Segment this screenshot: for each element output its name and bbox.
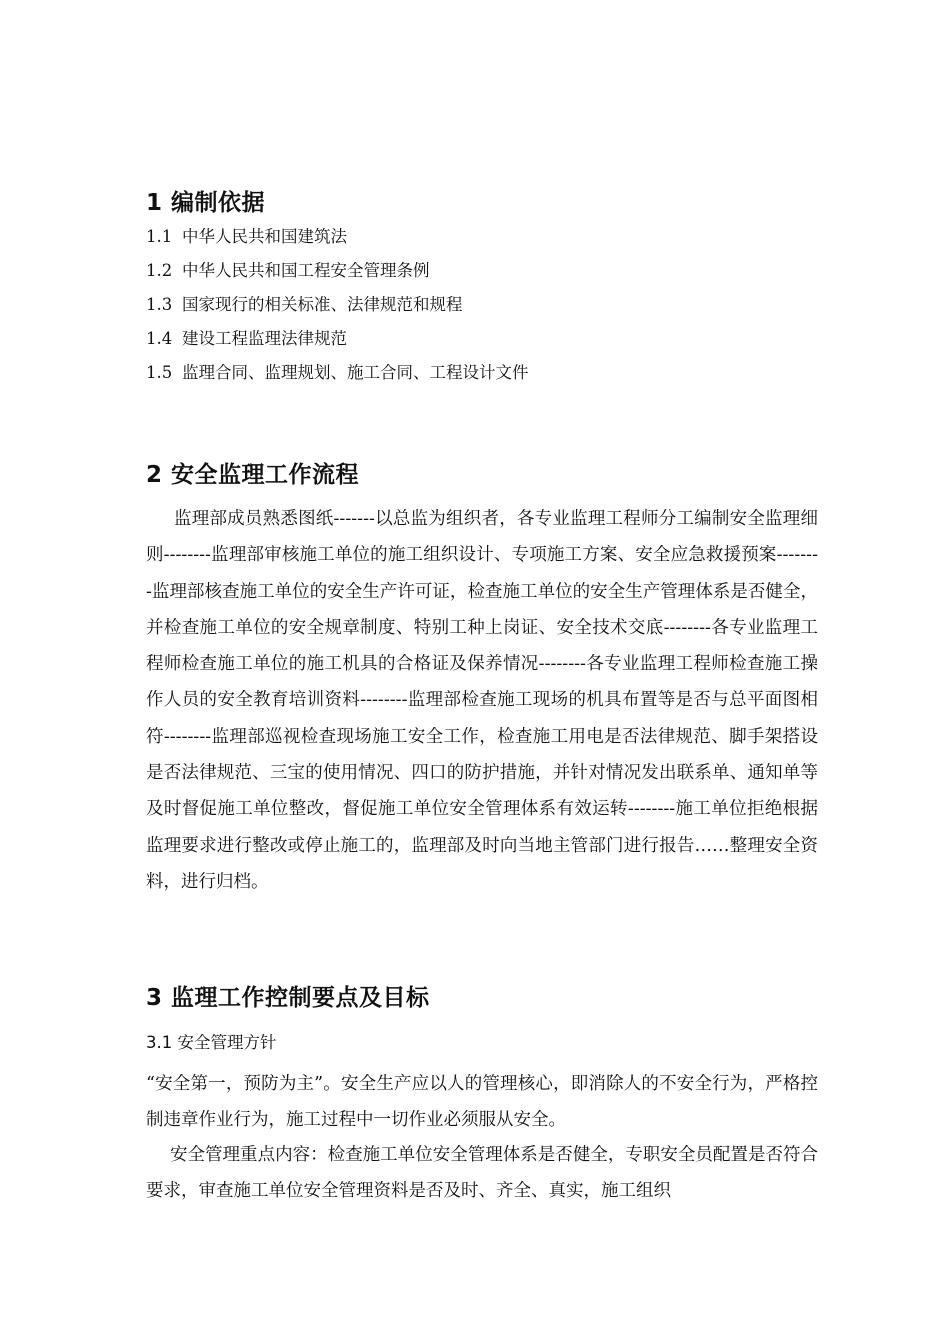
list-item <box>146 292 529 326</box>
item-text: 中华人民共和国建筑法 <box>182 227 347 246</box>
list-item <box>146 224 529 258</box>
workflow-paragraph: 监理部成员熟悉图纸-------以总监为组织者，各专业监理工程师分工编制安全监理细则--------监理部审核施工单位的施工组织设计、专项施工方案、安全应急救援预案--------监理部核查施工单位的安全生产许可证，检查施工单位的安全生产管理体系是否健全，并检查施工单位的安全规章制度、特别工种上岗证、安全技术交底--------各专业监理工程师检查施工单位的施工机具的合格证及保养情况--------各专业监理工程师检查施工操作人员的安全教育培训资料--------监理部检查施工现场的机具布置等是否与总平面图相符--------监理部巡视检查现场施工安全工作，检查施工用电是否法律规范、脚手架搭设是否法律规范、三宝的使用情况、四口的防护措施，并针对情况发出联系单、通知单等及时督促施工单位整改，督促施工单位安全管理体系有效运转--------施工单位拒绝根据监理要求进行整改或停止施工的，监理部及时向当地主管部门进行报告……整理安全资料，进行归档。 <box>146 509 818 892</box>
item-number: 1.5 <box>146 363 173 382</box>
item-number: 1.1 <box>146 227 173 246</box>
item-number: 1.3 <box>146 295 173 314</box>
list-item <box>146 360 529 394</box>
policy-paragraph: “安全第一，预防为主”。安全生产应以人的管理核心，即消除人的不安全行为，严格控制违章作业行为，施工过程中一切作业必须服从安全。 <box>146 1074 818 1131</box>
item-number: 1.2 <box>146 261 173 280</box>
item-text: 监理合同、监理规划、施工合同、工程设计文件 <box>182 363 529 382</box>
item-number: 1.4 <box>146 329 173 348</box>
item-text: 建设工程监理法律规范 <box>182 329 347 348</box>
section-2-heading: 2 安全监理工作流程 <box>146 462 360 488</box>
item-text: 国家现行的相关标准、法律规范和规程 <box>182 295 463 314</box>
list-item <box>146 326 529 360</box>
section-1-heading: 1 编制依据 <box>146 190 266 216</box>
section-3-heading: 3 监理工作控制要点及目标 <box>146 985 430 1011</box>
key-content-paragraph: 安全管理重点内容：检查施工单位安全管理体系是否健全，专职安全员配置是否符合要求，审查施工单位安全管理资料是否及时、齐全、真实，施工组织 <box>146 1145 818 1202</box>
item-text: 中华人民共和国工程安全管理条例 <box>182 261 430 280</box>
basis-list <box>146 224 529 394</box>
subsection-3-1-heading: 3.1 安全管理方针 <box>146 1033 277 1052</box>
list-item <box>146 258 529 292</box>
